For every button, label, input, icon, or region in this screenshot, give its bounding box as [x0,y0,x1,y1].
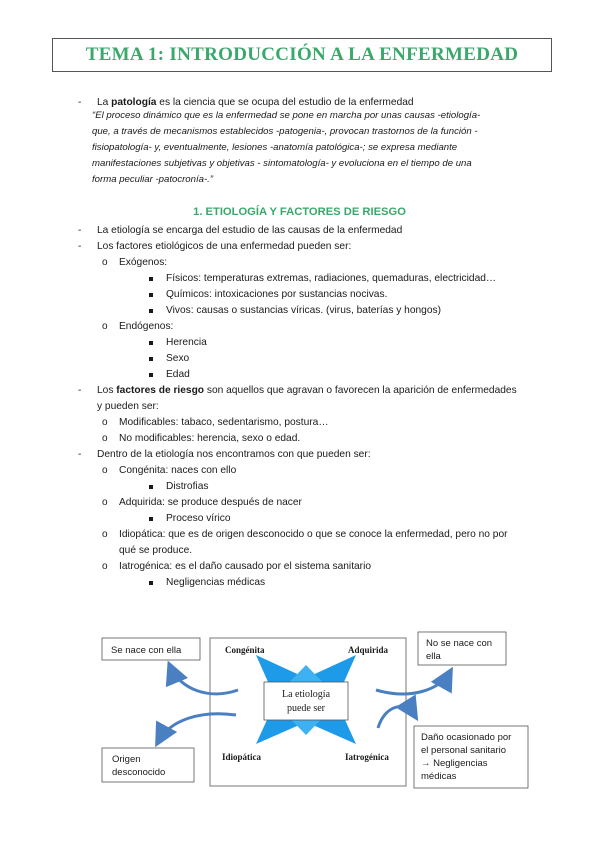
label-adquirida: Adquirida [348,645,389,655]
quote-line-5: forma peculiar -patocronía-.” [92,174,214,185]
adquirida-line: Adquirida: se produce después de nacer [119,497,302,508]
riesgo-cont: y pueden ser: [97,401,159,412]
intro-term: patología [111,97,157,108]
circle-bullet: o [102,561,108,572]
circle-bullet: o [102,465,108,476]
idiopatica-line-2: qué se produce. [119,545,193,556]
dentro-line: Dentro de la etiología nos encontramos con que pueden ser: [97,449,371,460]
circle-bullet: o [102,497,108,508]
label-idiopatica: Idiopática [222,752,262,762]
circle-bullet: o [102,321,108,332]
label-iatrogenica: Iatrogénica [345,752,389,762]
iatrogenica-item: Negligencias médicas [166,577,266,588]
dash-bullet: - [78,449,82,460]
section-heading: 1. ETIOLOGÍA Y FACTORES DE RIESGO [193,206,406,218]
center-box [264,682,348,720]
center-text-1: La etiología [281,689,331,700]
congenita-item: Distrofias [166,481,209,492]
box-idiopatica-text-1: Origen [112,754,141,765]
intro-prefix: La [97,97,112,108]
box-iatrogenica-text-2: el personal sanitario [421,745,507,756]
quote-line-4: manifestaciones subjetivas y objetivas - sintomatología- y evoluciona en el tiempo de una [92,158,472,169]
exogenos-item: Físicos: temperaturas extremas, radiaciones, quemaduras, electricidad… [166,273,497,284]
idiopatica-line-1: Idiopática: que es de origen desconocido o que se conoce la enfermedad, pero no por [119,529,508,540]
box-idiopatica-text-2: desconocido [112,767,166,778]
exogenos-item: Vivos: causas o sustancias víricas. (virus, baterías y hongos) [166,305,441,316]
quote-line-1: “El proceso dinámico que es la enfermedad se pone en marcha por unas causas -etiología- [92,110,481,121]
page-title: TEMA 1: INTRODUCCIÓN A LA ENFERMEDAD [85,44,519,65]
dash-bullet: - [78,97,82,108]
circle-bullet: o [102,257,108,268]
quote-line-2: que, a través de mecanismos establecidos -patogenia-, provocan trastornos de la función - [92,126,478,137]
label-congenita: Congénita [225,645,265,655]
endogenos-item: Sexo [166,353,190,364]
box-adquirida-text-1: No se nace con [426,638,493,649]
center-text-2: puede ser [286,703,326,714]
iatrogenica-line: Iatrogénica: es el daño causado por el sistema sanitario [119,561,372,572]
dash-bullet: - [78,241,82,252]
box-adquirida-text-2: ella [426,651,441,662]
box-iatrogenica-text-1: Daño ocasionado por [421,732,512,743]
adquirida-item: Proceso vírico [166,513,231,524]
riesgo-term: factores de riesgo [116,385,205,396]
exogenos-item: Químicos: intoxicaciones por sustancias nocivas. [166,289,388,300]
endogenos-item: Herencia [166,337,207,348]
box-iatrogenica-text-4: médicas [421,771,457,782]
riesgo-prefix: Los [97,385,117,396]
circle-bullet: o [102,417,108,428]
circle-bullet: o [102,433,108,444]
riesgo-rest: son aquellos que agravan o favorecen la aparición de enfermedades [204,385,517,396]
endogenos-label: Endógenos: [119,321,174,332]
exogenos-label: Exógenos: [119,257,168,268]
etiologia-line: La etiología se encarga del estudio de las causas de la enfermedad [97,225,403,236]
quote-line-3: fisiopatología- y, eventualmente, lesiones -anatomía patológica-; se expresa mediante [92,142,458,153]
dash-bullet: - [78,225,82,236]
endogenos-item: Edad [166,369,190,380]
factores-line: Los factores etiológicos de una enfermedad pueden ser: [97,241,352,252]
box-congenita-text: Se nace con ella [111,645,182,656]
modificables-line: Modificables: tabaco, sedentarismo, postura… [119,417,329,428]
circle-bullet: o [102,529,108,540]
box-iatrogenica-text-3: → Negligencias [421,758,488,769]
congenita-line: Congénita: naces con ello [119,465,237,476]
intro-rest: es la ciencia que se ocupa del estudio de la enfermedad [156,97,414,108]
no-modificables-line: No modificables: herencia, sexo o edad. [119,433,301,444]
dash-bullet: - [78,385,82,396]
